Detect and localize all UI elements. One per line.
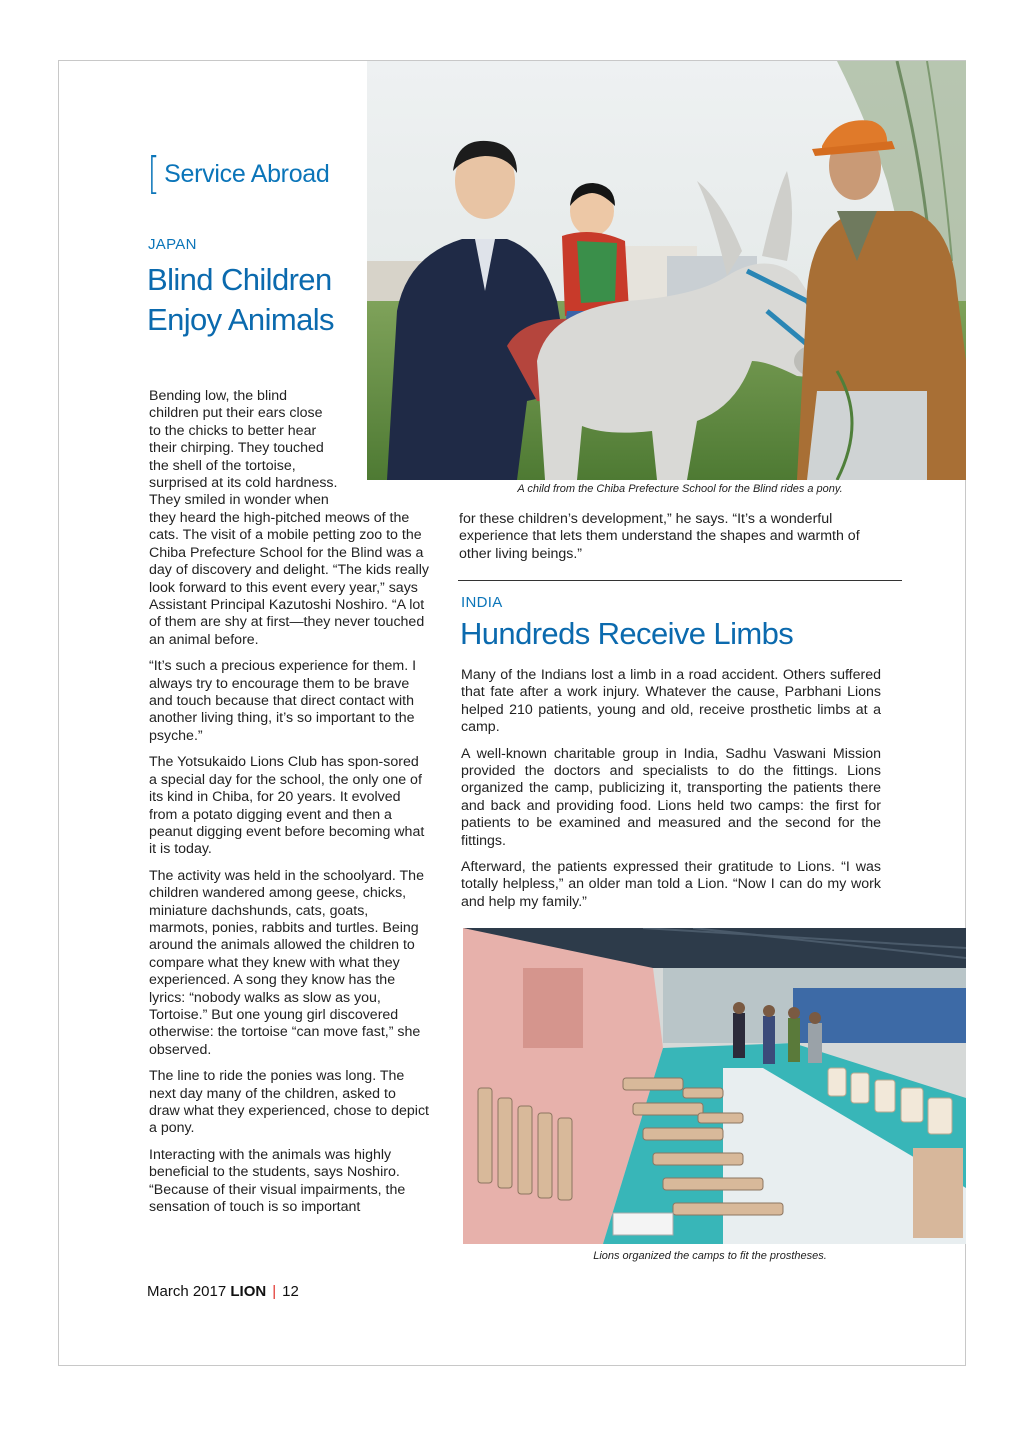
japan-continuation-paragraph: for these children’s development,” he says. “It’s a wonderful experience that lets them understand the shapes and warmth of other living beings.” — [459, 511, 860, 562]
japan-country-label: JAPAN — [148, 236, 197, 253]
india-headline: Hundreds Receive Limbs — [460, 616, 794, 651]
prosthetic-foreground — [913, 1148, 963, 1238]
footer-page-number: 12 — [282, 1283, 299, 1300]
section-label — [145, 148, 330, 200]
japan-paragraph: Interacting with the animals was highly beneficial to the students, says Noshiro. “Because of their visual impairments, the sensation of touch is so important — [149, 1146, 406, 1216]
bracket-icon: [ — [147, 148, 160, 199]
india-country-label: INDIA — [461, 594, 503, 611]
japan-paragraph: The activity was held in the schoolyard. The children wandered among geese, chicks, miniature dachshunds, cats, goats, marmots, ponies, rabbits and turtles. Being around the animals allowed the children to compare what they knew with what they experienced. A song they know has the lyrics: “nobody walks as slow as you, Tortoise.” But one young girl discovered otherwise: the tortoise “can move fast,” she observed. — [149, 867, 424, 1058]
prosthetics-photo-caption: Lions organized the camps to fit the prostheses. — [593, 1250, 827, 1262]
footer-issue: March 2017 — [147, 1283, 227, 1300]
japan-headline-line2: Enjoy Animals — [147, 302, 334, 337]
intro-line: Bending low, the blind — [149, 388, 288, 404]
intro-line: They smiled in wonder when — [149, 492, 329, 509]
prosthetics-photo-illustration — [463, 928, 966, 1244]
japan-continuation — [459, 511, 884, 572]
india-paragraph: A well-known charitable group in India, Sadhu Vaswani Mission provided the doctors and specialists to do the fittings. Lions organized the camp, publicizing it, transporting the patients there and back and providing food. Lions held two camps: the first for patients to be examined and measured and the second for the fittings. — [461, 745, 881, 849]
japan-headline — [147, 260, 334, 340]
intro-line: to the chicks to better hear — [149, 422, 317, 439]
donkey-photo-caption: A child from the Chiba Prefecture School for the Blind rides a pony. — [517, 483, 843, 495]
japan-paragraph: The Yotsukaido Lions Club has spon-sored a special day for the school, the only one of its kind in Chiba, for 20 years. It evolved from a potato digging event and then a peanut digging event before becoming what it is today. — [149, 754, 425, 858]
india-body — [461, 667, 881, 920]
japan-intro — [149, 388, 369, 510]
intro-line: the shell of the tortoise, — [149, 457, 296, 474]
india-paragraph: Afterward, the patients expressed their gratitude to Lions. “I was totally helpless,” an older man told a Lion. “Now I can do my work and help my family.” — [461, 859, 881, 910]
section-title: Service Abroad — [164, 159, 330, 188]
donkey-photo — [367, 61, 966, 480]
japan-paragraph: they heard the high-pitched meows of the cats. The visit of a mobile petting zoo to the Chiba Prefecture School for the Blind was a day of discovery and delight. “The kids really look forward to this event every year,” says Assistant Principal Kazutoshi Noshiro. “A lot of them are shy at first—they never touched an animal before. — [149, 510, 429, 648]
intro-line: surprised at its cold hardness. — [149, 475, 338, 492]
japan-body — [149, 510, 429, 1225]
section-divider — [458, 580, 902, 581]
donkey-photo-illustration — [367, 61, 966, 480]
prosthetics-photo — [463, 928, 966, 1244]
intro-line: children put their ears close — [149, 405, 323, 422]
japan-paragraph: The line to ride the ponies was long. The next day many of the children, asked to draw what they experienced, chose to depict a pony. — [149, 1068, 429, 1137]
japan-headline-line1: Blind Children — [147, 262, 332, 297]
footer-brand: LION — [230, 1283, 267, 1300]
footer — [147, 1283, 299, 1300]
japan-paragraph: “It’s such a precious experience for them. I always try to encourage them to be brave and touch because that direct contact with another living thing, it’s so important to the psyche.” — [149, 658, 417, 744]
plastic-bag — [613, 1213, 673, 1235]
footer-separator: | — [272, 1283, 277, 1300]
india-paragraph: Many of the Indians lost a limb in a road accident. Others suffered that fate after a work injury. Whatever the cause, Parbhani Lions helped 210 patients, young and old, receive prosthetic limbs at a camp. — [461, 667, 881, 736]
intro-line: their chirping. They touched — [149, 440, 324, 457]
